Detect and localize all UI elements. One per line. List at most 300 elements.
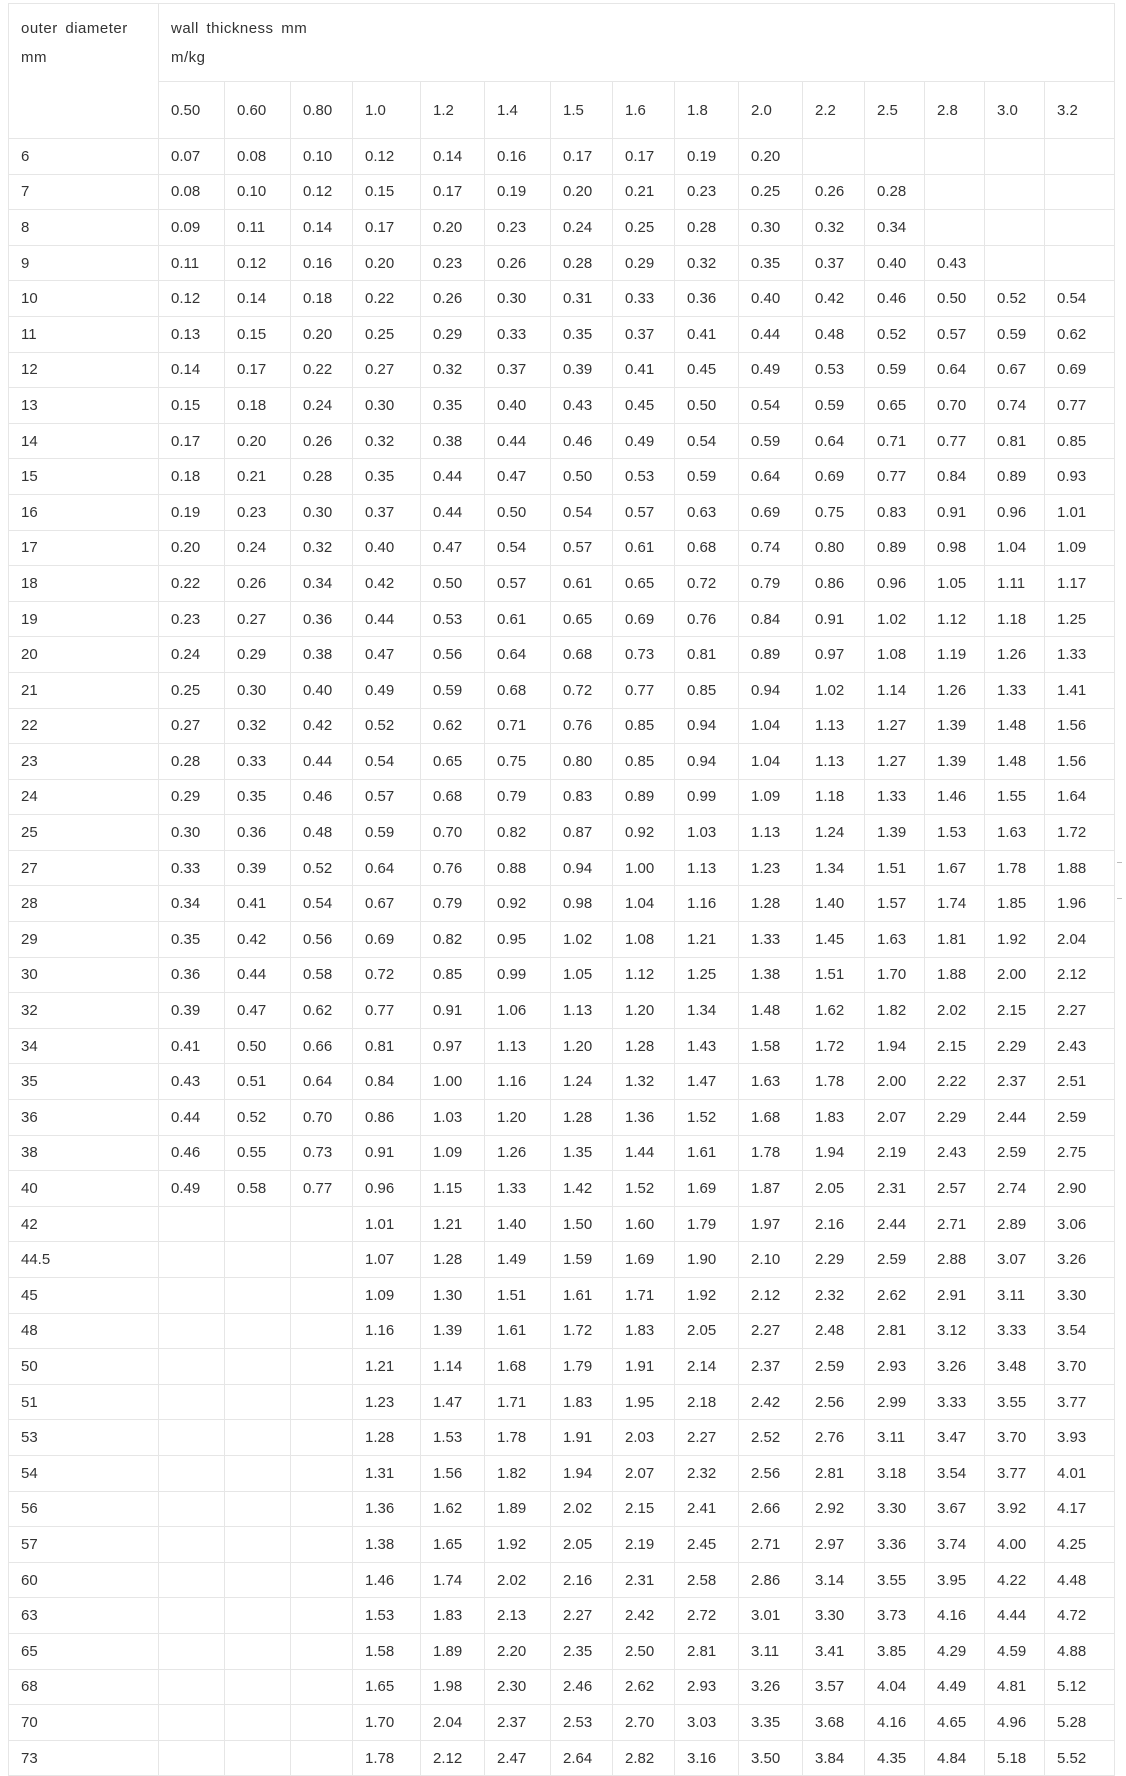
weight-cell: 0.59 [353, 815, 421, 851]
weight-cell: 1.05 [925, 566, 985, 602]
weight-cell [1045, 210, 1115, 246]
weight-cell: 1.94 [803, 1135, 865, 1171]
weight-cell: 2.62 [865, 1278, 925, 1314]
weight-cell: 0.15 [353, 174, 421, 210]
weight-cell: 2.32 [675, 1455, 739, 1491]
weight-cell [225, 1740, 291, 1776]
weight-cell: 1.85 [985, 886, 1045, 922]
weight-cell: 3.48 [985, 1349, 1045, 1385]
table-row [9, 1455, 1115, 1491]
weight-cell: 1.46 [353, 1562, 421, 1598]
table-row [9, 1633, 1115, 1669]
weight-cell: 2.31 [865, 1171, 925, 1207]
weight-cell: 0.17 [551, 139, 613, 175]
weight-cell: 2.81 [865, 1313, 925, 1349]
weight-cell: 0.49 [613, 423, 675, 459]
weight-cell: 2.04 [1045, 922, 1115, 958]
weight-cell: 1.13 [803, 744, 865, 780]
weight-cell: 1.90 [675, 1242, 739, 1278]
weight-cell: 1.96 [1045, 886, 1115, 922]
outer-diameter-cell: 24 [9, 779, 159, 815]
thickness-header-cell: 2.8 [925, 82, 985, 139]
weight-cell: 1.48 [985, 708, 1045, 744]
weight-cell [291, 1705, 353, 1741]
table-row [9, 459, 1115, 495]
weight-cell [865, 139, 925, 175]
weight-cell [225, 1669, 291, 1705]
thickness-header-cell: 2.0 [739, 82, 803, 139]
weight-cell: 0.23 [675, 174, 739, 210]
weight-cell: 3.36 [865, 1527, 925, 1563]
table-row [9, 423, 1115, 459]
thickness-header-cell: 1.2 [421, 82, 485, 139]
weight-cell: 1.13 [675, 850, 739, 886]
weight-cell: 1.16 [675, 886, 739, 922]
weight-cell: 1.21 [353, 1349, 421, 1385]
weight-cell: 0.44 [485, 423, 551, 459]
outer-diameter-cell: 17 [9, 530, 159, 566]
weight-cell: 0.65 [551, 601, 613, 637]
outer-diameter-cell: 29 [9, 922, 159, 958]
weight-cell: 1.70 [865, 957, 925, 993]
weight-cell: 0.20 [353, 245, 421, 281]
weight-cell: 1.14 [421, 1349, 485, 1385]
weight-cell: 0.62 [291, 993, 353, 1029]
outer-diameter-cell: 13 [9, 388, 159, 424]
weight-cell [291, 1206, 353, 1242]
weight-cell: 1.04 [985, 530, 1045, 566]
weight-cell: 0.11 [159, 245, 225, 281]
thickness-header-row [9, 82, 1115, 139]
weight-cell: 0.29 [159, 779, 225, 815]
weight-cell: 2.18 [675, 1384, 739, 1420]
weight-cell: 0.35 [225, 779, 291, 815]
weight-cell: 0.59 [803, 388, 865, 424]
weight-cell: 1.97 [739, 1206, 803, 1242]
weight-cell: 3.03 [675, 1705, 739, 1741]
weight-cell: 1.89 [485, 1491, 551, 1527]
weight-cell: 0.20 [551, 174, 613, 210]
weight-cell: 0.45 [675, 352, 739, 388]
weight-cell: 3.67 [925, 1491, 985, 1527]
weight-cell: 1.83 [613, 1313, 675, 1349]
weight-cell [291, 1313, 353, 1349]
weight-cell: 0.52 [353, 708, 421, 744]
outer-diameter-cell: 16 [9, 494, 159, 530]
weight-cell: 0.39 [225, 850, 291, 886]
outer-diameter-cell: 28 [9, 886, 159, 922]
weight-cell: 4.88 [1045, 1633, 1115, 1669]
weight-cell: 0.40 [739, 281, 803, 317]
weight-cell: 0.30 [159, 815, 225, 851]
weight-cell: 3.50 [739, 1740, 803, 1776]
weight-cell: 0.33 [613, 281, 675, 317]
weight-cell: 1.65 [421, 1527, 485, 1563]
weight-cell [291, 1633, 353, 1669]
weight-cell: 1.25 [675, 957, 739, 993]
weight-cell: 2.29 [925, 1100, 985, 1136]
weight-cell: 0.56 [421, 637, 485, 673]
weight-cell: 0.86 [803, 566, 865, 602]
weight-cell: 0.49 [739, 352, 803, 388]
weight-cell: 0.61 [613, 530, 675, 566]
weight-cell: 0.65 [421, 744, 485, 780]
weight-cell: 1.33 [985, 672, 1045, 708]
weight-cell: 0.35 [353, 459, 421, 495]
weight-cell: 1.83 [803, 1100, 865, 1136]
weight-cell: 3.41 [803, 1633, 865, 1669]
weight-cell: 0.67 [353, 886, 421, 922]
weight-cell: 0.65 [613, 566, 675, 602]
weight-cell: 1.01 [1045, 494, 1115, 530]
thickness-header-cell: 2.5 [865, 82, 925, 139]
weight-cell: 1.18 [803, 779, 865, 815]
table-row [9, 281, 1115, 317]
weight-cell: 0.25 [739, 174, 803, 210]
weight-cell [985, 245, 1045, 281]
weight-cell: 0.63 [675, 494, 739, 530]
weight-cell: 1.16 [485, 1064, 551, 1100]
weight-cell: 1.11 [985, 566, 1045, 602]
weight-cell: 2.27 [675, 1420, 739, 1456]
weight-cell: 1.27 [865, 708, 925, 744]
weight-cell: 5.52 [1045, 1740, 1115, 1776]
weight-cell: 0.48 [291, 815, 353, 851]
weight-cell: 3.85 [865, 1633, 925, 1669]
weight-cell: 4.25 [1045, 1527, 1115, 1563]
weight-cell: 0.64 [739, 459, 803, 495]
weight-cell: 1.53 [421, 1420, 485, 1456]
weight-cell: 0.24 [291, 388, 353, 424]
weight-cell: 0.28 [865, 174, 925, 210]
weight-cell: 0.16 [291, 245, 353, 281]
weight-cell: 1.69 [675, 1171, 739, 1207]
weight-cell: 0.35 [739, 245, 803, 281]
weight-cell [925, 210, 985, 246]
weight-cell: 2.74 [985, 1171, 1045, 1207]
weight-cell: 1.64 [1045, 779, 1115, 815]
weight-cell: 1.35 [551, 1135, 613, 1171]
weight-cell: 1.94 [551, 1455, 613, 1491]
weight-cell: 1.13 [551, 993, 613, 1029]
weight-cell: 0.40 [485, 388, 551, 424]
weight-cell: 1.13 [739, 815, 803, 851]
weight-cell: 0.75 [803, 494, 865, 530]
weight-cell: 0.92 [485, 886, 551, 922]
outer-diameter-cell: 34 [9, 1028, 159, 1064]
weight-cell: 0.53 [421, 601, 485, 637]
weight-cell: 1.06 [485, 993, 551, 1029]
weight-cell: 2.15 [985, 993, 1045, 1029]
weight-cell: 1.74 [925, 886, 985, 922]
weight-cell: 0.23 [225, 494, 291, 530]
weight-cell: 1.51 [865, 850, 925, 886]
weight-cell: 0.69 [613, 601, 675, 637]
weight-cell: 0.72 [551, 672, 613, 708]
weight-cell: 5.12 [1045, 1669, 1115, 1705]
weight-cell: 2.35 [551, 1633, 613, 1669]
weight-cell: 0.79 [739, 566, 803, 602]
weight-cell: 0.28 [159, 744, 225, 780]
weight-cell [225, 1562, 291, 1598]
weight-cell [159, 1705, 225, 1741]
weight-cell: 2.02 [551, 1491, 613, 1527]
outer-diameter-header [9, 4, 159, 139]
weight-cell: 0.11 [225, 210, 291, 246]
weight-cell: 0.58 [225, 1171, 291, 1207]
weight-cell: 0.47 [353, 637, 421, 673]
weight-cell: 2.59 [1045, 1100, 1115, 1136]
weight-cell: 0.64 [803, 423, 865, 459]
weight-cell: 2.51 [1045, 1064, 1115, 1100]
weight-cell: 4.29 [925, 1633, 985, 1669]
outer-diameter-cell: 18 [9, 566, 159, 602]
weight-cell: 0.22 [353, 281, 421, 317]
table-row [9, 1171, 1115, 1207]
weight-cell: 0.23 [159, 601, 225, 637]
weight-cell: 0.54 [1045, 281, 1115, 317]
weight-cell: 0.37 [353, 494, 421, 530]
weight-cell [225, 1633, 291, 1669]
weight-cell: 2.16 [803, 1206, 865, 1242]
thickness-header-cell: 1.0 [353, 82, 421, 139]
weight-cell: 3.01 [739, 1598, 803, 1634]
weight-cell: 0.18 [159, 459, 225, 495]
weight-cell [1045, 174, 1115, 210]
weight-cell: 2.93 [675, 1669, 739, 1705]
weight-cell: 3.33 [985, 1313, 1045, 1349]
weight-cell: 3.30 [803, 1598, 865, 1634]
weight-cell: 0.46 [291, 779, 353, 815]
weight-cell: 0.26 [225, 566, 291, 602]
outer-diameter-cell: 15 [9, 459, 159, 495]
weight-cell: 2.00 [985, 957, 1045, 993]
weight-cell: 1.72 [551, 1313, 613, 1349]
weight-cell: 1.19 [925, 637, 985, 673]
weight-cell: 1.59 [551, 1242, 613, 1278]
outer-diameter-cell: 8 [9, 210, 159, 246]
weight-cell: 1.48 [739, 993, 803, 1029]
weight-cell: 2.76 [803, 1420, 865, 1456]
weight-cell: 0.18 [225, 388, 291, 424]
table-row [9, 1100, 1115, 1136]
weight-cell: 0.50 [225, 1028, 291, 1064]
weight-cell: 2.81 [803, 1455, 865, 1491]
weight-cell: 0.14 [225, 281, 291, 317]
weight-cell: 5.18 [985, 1740, 1045, 1776]
weight-cell [1045, 245, 1115, 281]
weight-cell: 1.87 [739, 1171, 803, 1207]
weight-cell: 0.91 [925, 494, 985, 530]
weight-cell: 1.70 [353, 1705, 421, 1741]
weight-cell: 0.49 [159, 1171, 225, 1207]
weight-cell: 1.45 [803, 922, 865, 958]
weight-cell: 2.66 [739, 1491, 803, 1527]
weight-cell: 0.66 [291, 1028, 353, 1064]
weight-cell: 2.70 [613, 1705, 675, 1741]
weight-cell [159, 1242, 225, 1278]
weight-cell: 0.35 [421, 388, 485, 424]
weight-cell: 2.22 [925, 1064, 985, 1100]
weight-cell: 0.79 [485, 779, 551, 815]
weight-cell: 0.15 [159, 388, 225, 424]
weight-cell: 0.13 [159, 316, 225, 352]
weight-cell: 0.43 [159, 1064, 225, 1100]
weight-cell: 2.19 [613, 1527, 675, 1563]
weight-cell: 0.40 [865, 245, 925, 281]
weight-cell: 0.52 [291, 850, 353, 886]
weight-cell [225, 1242, 291, 1278]
table-row [9, 815, 1115, 851]
outer-diameter-cell: 65 [9, 1633, 159, 1669]
weight-cell: 1.46 [925, 779, 985, 815]
weight-cell: 0.46 [159, 1135, 225, 1171]
weight-cell [159, 1384, 225, 1420]
weight-cell: 0.25 [613, 210, 675, 246]
weight-cell [291, 1562, 353, 1598]
weight-cell: 1.09 [739, 779, 803, 815]
weight-cell: 0.69 [353, 922, 421, 958]
weight-cell: 0.28 [551, 245, 613, 281]
outer-diameter-cell: 45 [9, 1278, 159, 1314]
weight-cell: 1.68 [485, 1349, 551, 1385]
weight-cell: 1.24 [551, 1064, 613, 1100]
weight-cell: 0.64 [291, 1064, 353, 1100]
weight-cell: 0.57 [485, 566, 551, 602]
weight-cell: 2.46 [551, 1669, 613, 1705]
weight-cell: 1.56 [1045, 744, 1115, 780]
weight-cell: 3.11 [865, 1420, 925, 1456]
weight-cell: 2.92 [803, 1491, 865, 1527]
weight-cell [291, 1527, 353, 1563]
weight-cell: 0.42 [803, 281, 865, 317]
weight-cell: 1.47 [421, 1384, 485, 1420]
weight-cell: 2.56 [803, 1384, 865, 1420]
weight-cell: 0.97 [803, 637, 865, 673]
weight-cell: 2.27 [739, 1313, 803, 1349]
weight-cell: 2.59 [803, 1349, 865, 1385]
weight-cell: 0.29 [613, 245, 675, 281]
weight-cell: 0.57 [613, 494, 675, 530]
weight-cell: 2.56 [739, 1455, 803, 1491]
weight-cell: 3.11 [985, 1278, 1045, 1314]
thickness-header-cell: 3.2 [1045, 82, 1115, 139]
weight-cell: 4.16 [925, 1598, 985, 1634]
weight-cell: 0.64 [353, 850, 421, 886]
weight-cell: 0.83 [551, 779, 613, 815]
table-row [9, 245, 1115, 281]
weight-cell: 0.30 [291, 494, 353, 530]
thickness-header-cell: 0.60 [225, 82, 291, 139]
weight-cell: 0.44 [159, 1100, 225, 1136]
weight-cell: 0.82 [421, 922, 485, 958]
weight-cell: 0.98 [925, 530, 985, 566]
weight-cell: 0.32 [803, 210, 865, 246]
weight-cell: 1.92 [485, 1527, 551, 1563]
weight-cell: 0.94 [551, 850, 613, 886]
thickness-header-cell: 3.0 [985, 82, 1045, 139]
weight-cell: 2.15 [925, 1028, 985, 1064]
weight-cell: 1.50 [551, 1206, 613, 1242]
wall-thickness-label: wall thickness mm [171, 20, 308, 37]
weight-cell: 0.62 [421, 708, 485, 744]
weight-cell: 3.93 [1045, 1420, 1115, 1456]
weight-cell: 0.35 [551, 316, 613, 352]
weight-cell: 0.88 [485, 850, 551, 886]
weight-cell: 0.32 [353, 423, 421, 459]
weight-cell: 1.53 [353, 1598, 421, 1634]
weight-cell [159, 1491, 225, 1527]
weight-cell: 1.62 [803, 993, 865, 1029]
weight-cell: 1.20 [551, 1028, 613, 1064]
weight-cell: 1.92 [675, 1278, 739, 1314]
weight-cell [159, 1633, 225, 1669]
weight-cell: 1.08 [865, 637, 925, 673]
weight-cell: 2.00 [865, 1064, 925, 1100]
outer-diameter-cell: 22 [9, 708, 159, 744]
weight-cell: 0.24 [159, 637, 225, 673]
weight-cell: 0.15 [225, 316, 291, 352]
weight-cell: 1.09 [1045, 530, 1115, 566]
weight-cell: 3.77 [1045, 1384, 1115, 1420]
table-row [9, 850, 1115, 886]
weight-cell: 0.43 [925, 245, 985, 281]
weight-cell: 0.54 [353, 744, 421, 780]
scrollbar-tick-bottom [1117, 898, 1122, 899]
weight-cell: 4.04 [865, 1669, 925, 1705]
weight-cell: 4.65 [925, 1705, 985, 1741]
weight-cell: 4.96 [985, 1705, 1045, 1741]
weight-cell: 1.34 [675, 993, 739, 1029]
weight-cell: 3.16 [675, 1740, 739, 1776]
weight-cell [985, 139, 1045, 175]
weight-cell [159, 1740, 225, 1776]
weight-cell: 0.45 [613, 388, 675, 424]
outer-diameter-cell: 53 [9, 1420, 159, 1456]
weight-cell: 0.94 [675, 708, 739, 744]
weight-cell: 3.26 [739, 1669, 803, 1705]
weight-cell: 0.23 [421, 245, 485, 281]
weight-cell: 3.26 [925, 1349, 985, 1385]
weight-cell: 0.76 [675, 601, 739, 637]
weight-cell: 1.98 [421, 1669, 485, 1705]
weight-cell: 2.47 [485, 1740, 551, 1776]
weight-cell: 0.76 [551, 708, 613, 744]
weight-cell: 0.72 [675, 566, 739, 602]
table-row [9, 1705, 1115, 1741]
weight-cell: 1.09 [421, 1135, 485, 1171]
weight-cell: 2.99 [865, 1384, 925, 1420]
weight-cell: 0.68 [675, 530, 739, 566]
weight-cell: 1.17 [1045, 566, 1115, 602]
thickness-header-cell: 1.5 [551, 82, 613, 139]
scrollbar-tick-top [1117, 862, 1122, 863]
weight-cell: 1.62 [421, 1491, 485, 1527]
weight-cell: 4.35 [865, 1740, 925, 1776]
weight-cell: 1.04 [613, 886, 675, 922]
thickness-header-cell: 1.8 [675, 82, 739, 139]
weight-cell: 0.52 [225, 1100, 291, 1136]
weight-cell: 0.77 [865, 459, 925, 495]
weight-cell: 0.94 [739, 672, 803, 708]
outer-diameter-cell: 6 [9, 139, 159, 175]
weight-cell: 0.56 [291, 922, 353, 958]
weight-cell [225, 1349, 291, 1385]
weight-unit-label: m/kg [171, 49, 206, 66]
weight-cell [291, 1740, 353, 1776]
weight-cell: 0.61 [551, 566, 613, 602]
weight-cell: 0.26 [485, 245, 551, 281]
